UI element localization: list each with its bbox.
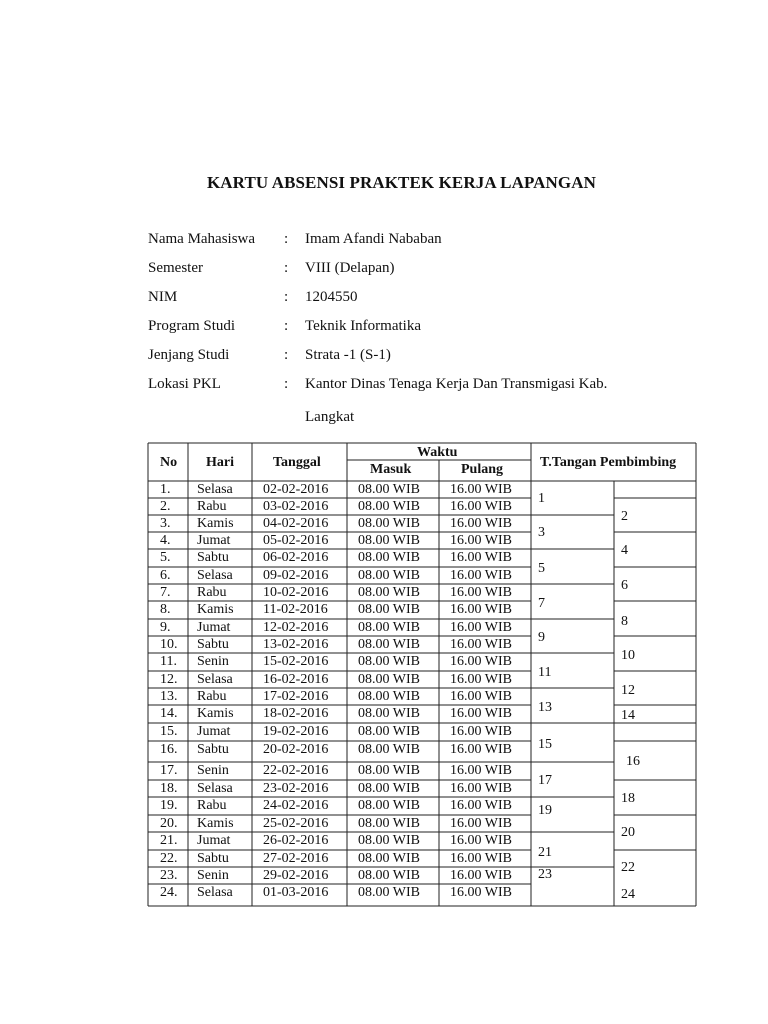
row-masuk: 08.00 WIB [358, 833, 420, 848]
row-no: 3. [160, 516, 171, 531]
row-hari: Rabu [197, 585, 227, 600]
row-hari: Selasa [197, 568, 233, 583]
row-pulang: 16.00 WIB [450, 568, 512, 583]
row-pulang: 16.00 WIB [450, 833, 512, 848]
row-pulang: 16.00 WIB [450, 851, 512, 866]
row-masuk: 08.00 WIB [358, 585, 420, 600]
row-masuk: 08.00 WIB [358, 798, 420, 813]
header-hari: Hari [206, 455, 234, 470]
row-hari: Jumat [197, 533, 231, 548]
row-pulang: 16.00 WIB [450, 689, 512, 704]
row-no: 9. [160, 620, 171, 635]
info-value: Teknik Informatika [305, 318, 421, 334]
info-separator: : [284, 318, 289, 334]
row-hari: Kamis [197, 516, 234, 531]
row-hari: Jumat [197, 833, 231, 848]
info-separator: : [284, 289, 289, 305]
row-pulang: 16.00 WIB [450, 533, 512, 548]
row-tanggal: 06-02-2016 [263, 550, 329, 565]
row-pulang: 16.00 WIB [450, 742, 512, 757]
row-pulang: 16.00 WIB [450, 798, 512, 813]
row-no: 1. [160, 482, 171, 497]
row-no: 21. [160, 833, 178, 848]
signature-number: 21 [538, 845, 552, 860]
row-pulang: 16.00 WIB [450, 763, 512, 778]
row-no: 12. [160, 672, 178, 687]
row-hari: Sabtu [197, 742, 229, 757]
row-no: 10. [160, 637, 178, 652]
row-hari: Rabu [197, 798, 227, 813]
info-value: Kantor Dinas Tenaga Kerja Dan Transmigasi Kab. [305, 376, 608, 392]
row-tanggal: 11-02-2016 [263, 602, 328, 617]
row-tanggal: 24-02-2016 [263, 798, 329, 813]
row-tanggal: 29-02-2016 [263, 868, 329, 883]
row-hari: Kamis [197, 602, 234, 617]
row-masuk: 08.00 WIB [358, 689, 420, 704]
row-masuk: 08.00 WIB [358, 602, 420, 617]
row-hari: Sabtu [197, 851, 229, 866]
row-no: 18. [160, 781, 178, 796]
row-masuk: 08.00 WIB [358, 781, 420, 796]
row-hari: Senin [197, 654, 229, 669]
row-hari: Selasa [197, 781, 233, 796]
row-masuk: 08.00 WIB [358, 533, 420, 548]
signature-number: 20 [621, 825, 635, 840]
info-label: Lokasi PKL [148, 376, 221, 392]
row-tanggal: 12-02-2016 [263, 620, 329, 635]
row-hari: Rabu [197, 689, 227, 704]
row-masuk: 08.00 WIB [358, 868, 420, 883]
row-no: 16. [160, 742, 178, 757]
row-masuk: 08.00 WIB [358, 550, 420, 565]
row-hari: Kamis [197, 706, 234, 721]
info-separator: : [284, 231, 289, 247]
row-hari: Senin [197, 868, 229, 883]
row-masuk: 08.00 WIB [358, 816, 420, 831]
info-value: Strata -1 (S-1) [305, 347, 391, 363]
row-no: 13. [160, 689, 178, 704]
info-label: Nama Mahasiswa [148, 231, 256, 247]
signature-number: 3 [538, 525, 545, 540]
header-tanggal: Tanggal [273, 455, 321, 470]
info-value: VIII (Delapan) [305, 260, 395, 276]
signature-number: 13 [538, 700, 552, 715]
info-label: Semester [148, 260, 203, 276]
row-tanggal: 19-02-2016 [263, 724, 329, 739]
signature-number: 23 [538, 867, 552, 882]
row-no: 23. [160, 868, 178, 883]
row-masuk: 08.00 WIB [358, 706, 420, 721]
header-no: No [160, 455, 178, 470]
signature-number: 1 [538, 491, 545, 506]
row-hari: Jumat [197, 724, 231, 739]
signature-number: 22 [621, 860, 635, 875]
row-tanggal: 27-02-2016 [263, 851, 329, 866]
row-hari: Selasa [197, 672, 233, 687]
row-hari: Kamis [197, 816, 234, 831]
info-value: Imam Afandi Nababan [305, 231, 442, 247]
row-tanggal: 01-03-2016 [263, 885, 329, 900]
row-no: 19. [160, 798, 178, 813]
signature-number: 11 [538, 665, 552, 680]
row-pulang: 16.00 WIB [450, 482, 512, 497]
row-pulang: 16.00 WIB [450, 637, 512, 652]
row-masuk: 08.00 WIB [358, 620, 420, 635]
row-masuk: 08.00 WIB [358, 499, 420, 514]
signature-number: 8 [621, 614, 628, 629]
signature-number: 18 [621, 791, 635, 806]
row-masuk: 08.00 WIB [358, 637, 420, 652]
row-no: 24. [160, 885, 178, 900]
row-no: 20. [160, 816, 178, 831]
row-masuk: 08.00 WIB [358, 724, 420, 739]
row-pulang: 16.00 WIB [450, 550, 512, 565]
row-pulang: 16.00 WIB [450, 781, 512, 796]
row-pulang: 16.00 WIB [450, 516, 512, 531]
row-no: 2. [160, 499, 171, 514]
row-no: 17. [160, 763, 178, 778]
page-title: KARTU ABSENSI PRAKTEK KERJA LAPANGAN [206, 173, 597, 192]
row-hari: Sabtu [197, 550, 229, 565]
signature-number: 15 [538, 737, 552, 752]
lokasi-continuation: Langkat [305, 409, 355, 425]
signature-number: 24 [621, 887, 635, 902]
row-hari: Senin [197, 763, 229, 778]
signature-number: 7 [538, 596, 545, 611]
row-masuk: 08.00 WIB [358, 851, 420, 866]
row-no: 14. [160, 706, 178, 721]
row-hari: Selasa [197, 885, 233, 900]
row-pulang: 16.00 WIB [450, 868, 512, 883]
row-pulang: 16.00 WIB [450, 620, 512, 635]
signature-number: 19 [538, 803, 552, 818]
row-tanggal: 17-02-2016 [263, 689, 329, 704]
row-no: 8. [160, 602, 171, 617]
row-no: 22. [160, 851, 178, 866]
row-pulang: 16.00 WIB [450, 585, 512, 600]
row-pulang: 16.00 WIB [450, 672, 512, 687]
row-no: 7. [160, 585, 171, 600]
row-tanggal: 13-02-2016 [263, 637, 329, 652]
info-label: Jenjang Studi [148, 347, 230, 363]
signature-number: 9 [538, 630, 545, 645]
signature-number: 4 [621, 543, 628, 558]
signature-number: 2 [621, 509, 628, 524]
signature-number: 6 [621, 578, 628, 593]
signature-number: 10 [621, 648, 635, 663]
row-tanggal: 20-02-2016 [263, 742, 329, 757]
row-pulang: 16.00 WIB [450, 602, 512, 617]
signature-number: 16 [626, 754, 640, 769]
row-no: 5. [160, 550, 171, 565]
row-tanggal: 25-02-2016 [263, 816, 329, 831]
row-masuk: 08.00 WIB [358, 672, 420, 687]
row-masuk: 08.00 WIB [358, 482, 420, 497]
row-tanggal: 03-02-2016 [263, 499, 329, 514]
header-pulang: Pulang [461, 462, 504, 477]
row-no: 11. [160, 654, 177, 669]
row-tanggal: 09-02-2016 [263, 568, 329, 583]
row-tanggal: 18-02-2016 [263, 706, 329, 721]
signature-number: 12 [621, 683, 635, 698]
signature-number: 5 [538, 561, 545, 576]
row-pulang: 16.00 WIB [450, 654, 512, 669]
header-masuk: Masuk [370, 462, 412, 477]
row-no: 4. [160, 533, 171, 548]
row-masuk: 08.00 WIB [358, 763, 420, 778]
header-tanda-tangan: T.Tangan Pembimbing [540, 455, 677, 470]
info-separator: : [284, 260, 289, 276]
row-pulang: 16.00 WIB [450, 816, 512, 831]
row-tanggal: 16-02-2016 [263, 672, 329, 687]
row-hari: Jumat [197, 620, 231, 635]
row-hari: Sabtu [197, 637, 229, 652]
signature-number: 17 [538, 773, 552, 788]
row-tanggal: 04-02-2016 [263, 516, 329, 531]
row-pulang: 16.00 WIB [450, 706, 512, 721]
info-label: NIM [148, 289, 178, 305]
row-no: 6. [160, 568, 171, 583]
row-masuk: 08.00 WIB [358, 516, 420, 531]
row-no: 15. [160, 724, 178, 739]
signature-number: 14 [621, 708, 635, 723]
row-masuk: 08.00 WIB [358, 885, 420, 900]
row-tanggal: 22-02-2016 [263, 763, 329, 778]
row-pulang: 16.00 WIB [450, 724, 512, 739]
info-label: Program Studi [148, 318, 236, 334]
row-pulang: 16.00 WIB [450, 499, 512, 514]
row-tanggal: 26-02-2016 [263, 833, 329, 848]
row-tanggal: 05-02-2016 [263, 533, 329, 548]
info-value: 1204550 [305, 289, 358, 305]
row-masuk: 08.00 WIB [358, 654, 420, 669]
header-waktu: Waktu [417, 445, 458, 460]
row-masuk: 08.00 WIB [358, 742, 420, 757]
info-separator: : [284, 376, 289, 392]
row-masuk: 08.00 WIB [358, 568, 420, 583]
row-tanggal: 23-02-2016 [263, 781, 329, 796]
row-pulang: 16.00 WIB [450, 885, 512, 900]
row-tanggal: 15-02-2016 [263, 654, 329, 669]
info-separator: : [284, 347, 289, 363]
row-hari: Selasa [197, 482, 233, 497]
row-hari: Rabu [197, 499, 227, 514]
row-tanggal: 02-02-2016 [263, 482, 329, 497]
row-tanggal: 10-02-2016 [263, 585, 329, 600]
